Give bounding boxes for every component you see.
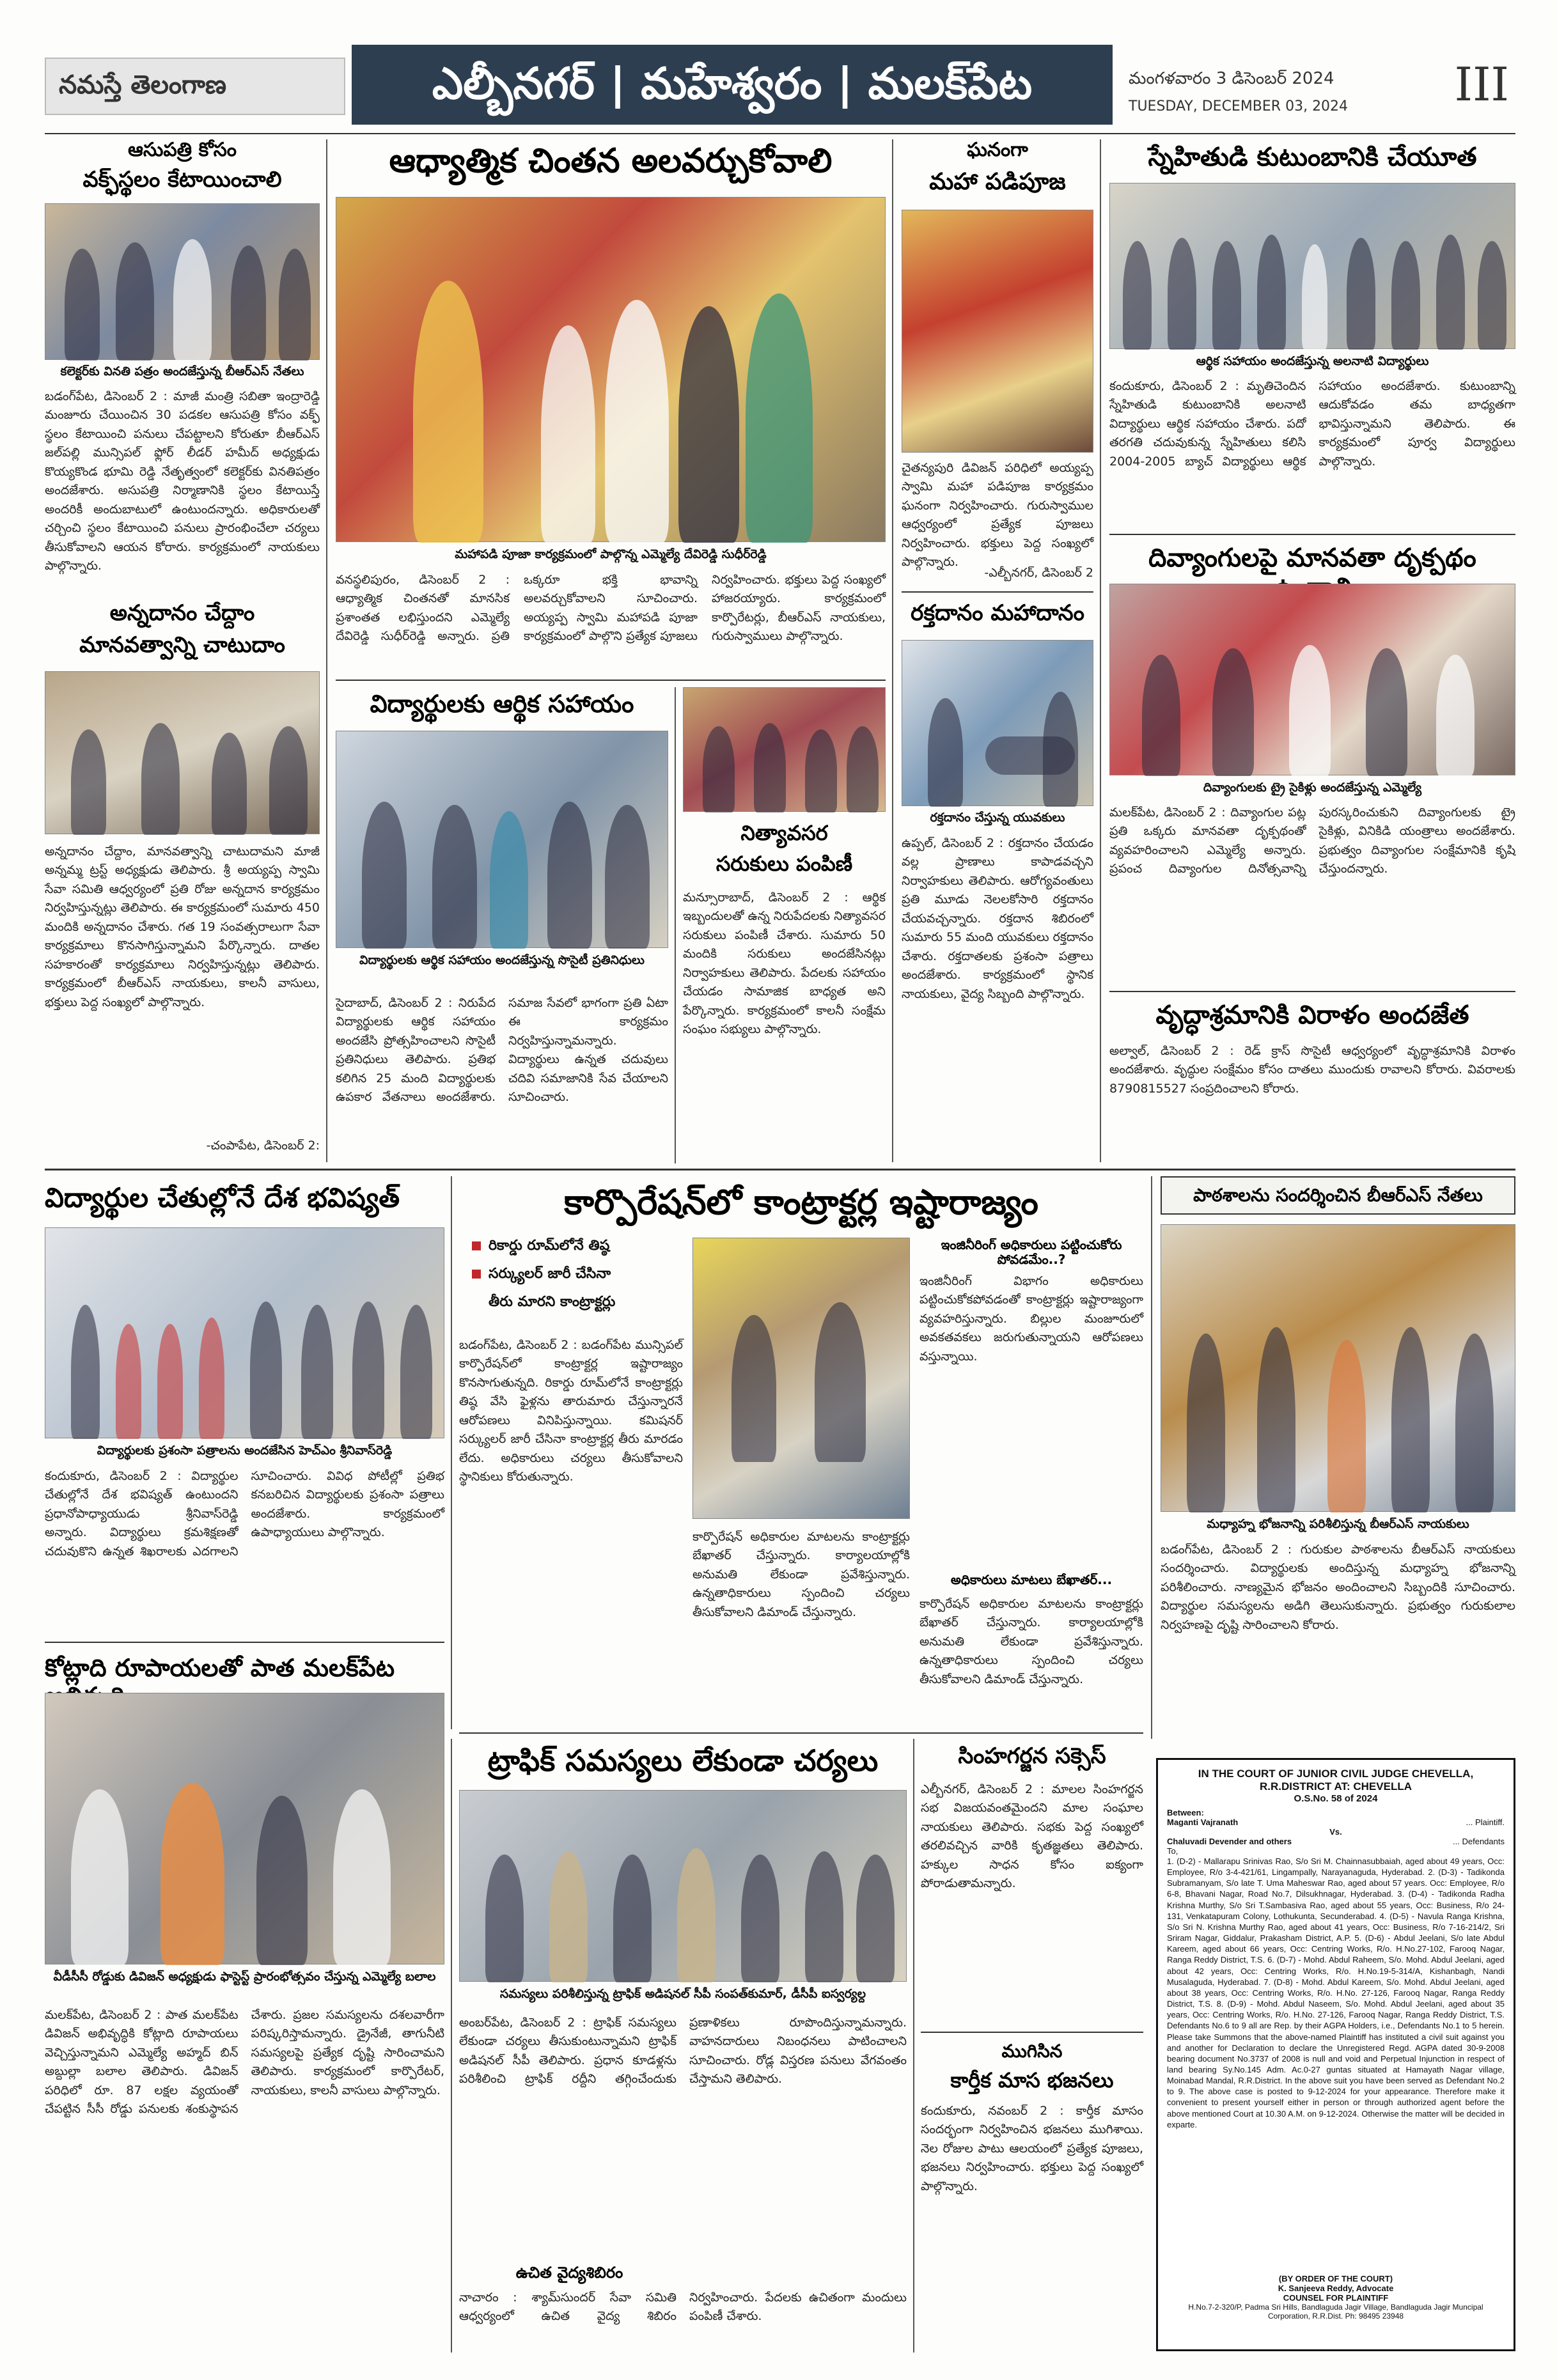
section-rule [45,1642,444,1643]
photo-midday-meal [1161,1224,1515,1512]
subhead-text: తీరు మారని కాంట్రాక్టర్లు [489,1294,616,1310]
column-rule [1100,139,1101,1162]
article-waqf-land [45,139,320,593]
headline: పాఠశాలను సందర్శించిన బీఆర్‌ఎస్ నేతలు [1193,1185,1483,1206]
article-student-aid [336,687,668,1163]
subhead: ఉచిత వైద్యశిబిరం [515,2264,623,2282]
headline: రక్తదానం మహాదానం [911,600,1084,626]
photo-caption: దివ్యాంగులకు ట్రై సైకిళ్లు అందజేస్తున్న ఎమ్మెల్యే [1203,781,1422,795]
article-students-future [45,1176,444,1637]
photo-pooja-altar [902,210,1093,453]
brand-name: నమస్తే తెలంగాణ [59,70,227,100]
headline: వృద్ధాశ్రమానికి విరాళం అందజేత [1155,1000,1469,1030]
article-groceries [683,687,886,1163]
subhead-bullet [472,1266,677,1294]
photo-caption: మహాపడి పూజా కార్యక్రమంలో పాల్గొన్న ఎమ్మెల్యే దేవిరెడ్డి సుధీర్‌రెడ్డి [455,547,767,561]
article-body: ఎల్బీనగర్, డిసెంబర్ 2 : మాలల సింహగర్జన సభ విజయవంతమైందని మాల సంఘాల నాయకులు తెలిపారు. సభకు పెద్ద సంఖ్యలో తరలివచ్చిన వారికి కృతజ్ఞతలు తెలిపారు. హక్కుల సాధన కోసం ఐక్యంగా పోరాడుతామన్నారు. [921,1782,1143,1891]
article-body-continued: కార్పొరేషన్ అధికారుల మాటలను కాంట్రాక్టర్లు బేఖాతర్ చేస్తున్నారు. కార్యాలయాల్లోకి అనుమతి లేకుండా ప్రవేశిస్తున్నారు. ఉన్నతాధికారులు స్పందించి చర్యలు తీసుకోవాలని డిమాండ్ చేస్తున్నారు. [919,1597,1143,1686]
headline: వక్ఫ్‌స్థలం కేటాయించాలి [82,167,282,192]
headline: మానవత్వాన్ని చాటుదాం [79,632,285,658]
photo-traffic-inspection [459,1790,907,1982]
legal-notice [1156,1758,1515,2351]
notice-body: 1. (D-2) - Mallarapu Srinivas Rao, S/o Sri M. Chainnasubbaiah, aged about 49 years, Occ: Employee, R/o 3-4-421/61, Lingampally, Narayanaguda, Hyderabad. 2. (D-3) - Tadikonda Subramanyam, S/o late T. Uma Maheswar Rao, aged about 57 years. Occ: Employee, R/o 6-8, Bhavani Nagar, Road No.7, Dilsukhnagar, Hyderabad. 3. (D-4) - Tadikonda Radha Krishna Murthy, S/o Sri T.Sambasiva Rao, aged about 55 years, Occ: Business, R/o 24-131, Venkatapuram Colony, Lothukunta, Secunderabad. 4. (D-5) - Navula Ranga Krishna, S/o Sri N. Krishna Murthy Rao, aged about 41 years, Occ: Business, R/o 7-16-214/2, Sri Sriram Nagar, Giddalur, Prakasham District, A.P. 5. (D-6) - Abdul Jeelani, S/o late Abdul Kareem, aged about 66 years, Occ: Centring Works, R/o. H.No.27-102, Farooq Nagar, Ranga Reddy District, T.S. 6. (D-7) - Mohd. Abdul Raheem, S/o. Mohd. Abdul Jeelani, aged about 42 years, Occ: Centring Works, R/o. H.No.19-5-314/A, Kishanbagh, Nandi Musalaguda, Hyderabad. 7. (D-8) - Mohd. Abdul Kareem, S/o. Mohd. Abdul Jeelani, aged about 38 years, Occ: Centring Works, R/o. H.No. 27-126, Farooq Nagar, Ranga Reddy District, T.S. 8. (D-9) - Mohd. Abdul Naseem, S/o. Mohd. Abdul Jeelani, aged about 35 years, Occ: Centring Works, R/o. H.No. 27-126, Farooq Nagar, Ranga Reddy District, T.S. Defendants No.6 to 9 all are Rep. by their AGPA Holders, i.e., Defendants No.1 to 5 herein. Please take Summons that the above-named Plaintiff has instituted a civil suit against you and another for Declaration to declare the Unregistered Regd. AGPA dated 30-9-2008 bearing document No.3737 of 2008 is null and void and Perpetual Injunction in respect of land bearing Sy.No.145 Adm. Ac.0-27 guntas situated at Hamayath Nagar village, Moinabad Mandal, R.R.District. In the above suit you have been served as Defendant No.2 to 9. The above case is posted to 9-12-2024 for your appearance. Therefore make it convenient to present yourself either in person or through authorized agent before the above mentioned Court at 10.30 A.M. on 9-12-2024. Otherwise the matter will be decided in exparte. [1167,1856,1505,2129]
photo-caption: వీడీసీసీ రోడ్డుకు డివిజన్ అధ్యక్షుడు ఫాస్టెస్ట్ ప్రారంభోత్సవం చేస్తున్న ఎమ్మెల్యే బలాల [53,1970,436,1984]
article-body-continued: కార్పొరేషన్ అధికారుల మాటలను కాంట్రాక్టర్లు బేఖాతర్ చేస్తున్నారు. కార్యాలయాల్లోకి అనుమతి లేకుండా ప్రవేశిస్తున్నారు. ఉన్నతాధికారులు స్పందించి చర్యలు తీసుకోవాలని డిమాండ్ చేస్తున్నారు. [692,1530,910,1619]
article-body: వనస్థలిపురం, డిసెంబర్ 2 : ఆధ్యాత్మిక చింతనతో మానసిక ప్రశాంతత లభిస్తుందని ఎమ్మెల్యే దేవిరెడ్డి సుధీర్‌రెడ్డి అన్నారు. ప్రతి ఒక్కరూ భక్తి భావాన్ని అలవర్చుకోవాలని సూచించారు. అయ్యప్ప స్వామి మహాపడి పూజా కార్యక్రమంలో పాల్గొని ప్రత్యేక పూజలు నిర్వహించారు. భక్తులు పెద్ద సంఖ్యలో హాజరయ్యారు. కార్యక్రమంలో కార్పొరేటర్లు, బీఆర్‌ఎస్ నాయకులు, గురుస్వాములు పాల్గొన్నారు. [336,573,886,644]
suit-number: O.S.No. 58 of 2024 [1294,1793,1378,1804]
advocate-address: H.No.7-2-320/P, Padma Sri Hills, Bandlaguda Jagir Village, Bandlaguda Jagir Muncipal Corporation, R.R.Dist. Ph: 98495 23948 [1188,2303,1483,2321]
headline: సింహగర్జన సక్సెస్ [958,1743,1106,1769]
article-karthika-bhajan [921,2038,1143,2351]
subhead: ఇంజినీరింగ్ అధికారులు పట్టించుకోరు పోవడమేం..? [941,1237,1122,1267]
court-district: R.R.DISTRICT AT: CHEVELLA [1260,1780,1412,1793]
column-rule [326,139,327,1162]
photo-caption: కలెక్టర్‌కు వినతి పత్రం అందజేస్తున్న బీఆర్‌ఎస్ నేతలు [60,364,304,378]
headline: కార్తీక మాస భజనలు [950,2068,1114,2092]
plaintiff-row [1167,1817,1505,1827]
headline-kicker: ఘనంగా [967,139,1028,161]
headline: కోట్లాది రూపాయలతో పాత మలక్‌పేట [45,1654,395,1682]
column-rule [1151,1176,1152,1739]
headline-kicker: అన్నదానం చేద్దాం [109,600,255,626]
to-label: To, [1167,1846,1178,1856]
bullet-icon [472,1270,481,1279]
section-rule [336,680,886,681]
article-body: చైతన్యపురి డివిజన్ పరిధిలో అయ్యప్ప స్వామి మహా పడిపూజ కార్యక్రమం ఘనంగా నిర్వహించారు. గురుస్వాముల ఆధ్వర్యంలో ప్రత్యేక పూజలు నిర్వహించారు. భక్తులు పెద్ద సంఖ్యలో పాల్గొన్నారు. [902,461,1093,570]
subhead-text: రికార్డు రూమ్‌లోనే తిష్ఠ [489,1238,610,1254]
headline: దివ్యాంగులపై మానవతా దృక్పథం [1148,543,1476,573]
bullet-icon [472,1241,481,1250]
article-body: అన్నదానం చేద్దాం, మానవత్వాన్ని చాటుదామని మాజీ అన్నమ్మ ట్రస్ట్ అధ్యక్షుడు తెలిపారు. శ్రీ అయ్యప్ప స్వామి సేవా సమితి ఆధ్వర్యంలో ప్రతి రోజు అన్నదాన కార్యక్రమం నిర్వహిస్తున్నట్లు తెలిపారు. ఈ కార్యక్రమంలో సుమారు 450 మందికి అన్నదానం చేశారు. గత 19 సంవత్సరాలుగా సేవా కార్యక్రమాలు కొనసాగిస్తున్నామని పేర్కొన్నారు. దాతల సహకారంతో కార్యక్రమాలు నిర్వహిస్తున్నట్లు తెలిపారు. కార్యక్రమంలో బీఆర్‌ఎస్ నాయకులు, కాలనీ వాసులు, భక్తులు పెద్ద సంఖ్యలో పాల్గొన్నారు. [45,844,320,1009]
article-annadanam [45,601,320,1163]
headline: విద్యార్థులకు ఆర్థిక సహాయం [370,690,634,718]
photo-memorandum [45,203,320,360]
headline: మహా పడిపూజ [929,169,1066,195]
court-title: IN THE COURT OF JUNIOR CIVIL JUDGE CHEVELLA, [1198,1768,1474,1780]
article-maha-padipooja [902,139,1093,587]
article-simhagarjana [921,1739,1143,2026]
column-rule [892,139,893,1162]
headline: విద్యార్థుల చేతుల్లోనే దేశ భవిష్యత్ [45,1182,400,1213]
section-rule [1109,991,1515,992]
article-spirituality [336,139,886,676]
subhead-line [472,1294,677,1322]
edition-title-bar [352,45,1113,125]
article-old-age-home [1109,997,1515,1163]
photo-tricycle-distribution [1109,584,1515,775]
headline: సరుకులు పంపిణీ [716,852,853,876]
article-body: అంబర్‌పేట, డిసెంబర్ 2 : ట్రాఫిక్ సమస్యలు లేకుండా చర్యలు తీసుకుంటున్నామని ట్రాఫిక్ అడిషనల్ సీపీ తెలిపారు. ప్రధాన కూడళ్లను పరిశీలించి ట్రాఫిక్ రద్దీని తగ్గించేందుకు ప్రణాళికలు రూపొందిస్తున్నామన్నారు. వాహనదారులు నిబంధనలు పాటించాలని సూచించారు. రోడ్ల విస్తరణ పనులు వేగవంతం చేస్తామని తెలిపారు. [459,2016,907,2087]
column-rule [451,1176,452,1729]
plaintiff-role: ... Plaintiff. [1466,1817,1505,1827]
photo-caption: విద్యార్థులకు ఆర్థిక సహాయం అందజేస్తున్న సొసైటీ ప్రతినిధులు [359,953,645,967]
photo-alumni-group [1109,183,1515,349]
photo-padi-pooja [336,197,886,542]
edition-title: ఎల్బీనగర్ | మహేశ్వరం | మలక్‌పేట [432,59,1033,109]
court-order-line: (BY ORDER OF THE COURT) [1278,2274,1393,2283]
defendant-row [1167,1837,1505,1846]
photo-road-inauguration [45,1693,444,1964]
between-label: Between: [1167,1808,1204,1817]
photo-caption: ఆర్థిక సహాయం అందజేస్తున్న అలనాటి విద్యార్థులు [1196,354,1429,368]
article-body-continued: నాచారం : శ్యామ్‌సుందర్ సేవా సమితి ఆధ్వర్యంలో ఉచిత వైద్య శిబిరం నిర్వహించారు. పేదలకు ఉచితంగా మందులు పంపిణీ చేశారు. [459,2291,907,2324]
headline: ట్రాఫిక్ సమస్యలు లేకుండా చర్యలు [487,1743,879,1778]
headline: ఆధ్యాత్మిక చింతన అలవర్చుకోవాలి [389,142,833,180]
headline: కార్పొరేషన్‌లో కాంట్రాక్టర్ల ఇష్టారాజ్యం [564,1182,1038,1222]
article-friend-family-aid [1109,139,1515,529]
defendant-role: ... Defendants [1453,1837,1505,1846]
article-body: ఉప్పల్, డిసెంబర్ 2 : రక్తదానం చేయడం వల్ల ప్రాణాలు కాపాడవచ్చని నిర్వాహకులు తెలిపారు. ఆరోగ్యవంతులు ప్రతి మూడు నెలలకోసారి రక్తదానం చేయవచ్చన్నారు. రక్తదాన శిబిరంలో సుమారు 55 మంది యువకులు రక్తదానం చేశారు. రక్తదాతలకు ప్రశంసా పత్రాలు అందజేశారు. కార్యక్రమంలో స్థానిక నాయకులు, వైద్య సిబ్బంది పాల్గొన్నారు. [902,836,1093,1001]
versus: Vs. [1329,1827,1342,1837]
subhead-text: సర్క్యులర్ జారీ చేసినా [489,1266,611,1282]
section-rule [459,1732,1143,1734]
photo-food-distribution [45,671,320,834]
section-rule [1109,534,1515,535]
article-body: మలక్‌పేట, డిసెంబర్ 2 : పాత మలక్‌పేట డివిజన్ అభివృద్ధికి కోట్లాది రూపాయలు వెచ్చిస్తున్నామని ఎమ్మెల్యే అహ్మద్ బిన్ అబ్దుల్లా బలాల తెలిపారు. డివిజన్ పరిధిలో రూ. 87 లక్షల వ్యయంతో చేపట్టిన సీసీ రోడ్డు పనులకు శంకుస్థాపన చేశారు. ప్రజల సమస్యలను దశలవారీగా పరిష్కరిస్తామన్నారు. డ్రైనేజీ, తాగునీటి సమస్యలపై ప్రత్యేక దృష్టి సారించామని తెలిపారు. కార్యక్రమంలో కార్పొరేటర్, నాయకులు, కాలనీ వాసులు పాల్గొన్నారు. [45,2008,444,2117]
headline-box [1161,1176,1515,1215]
headline-kicker: ముగిసిన [1001,2041,1063,2062]
headline-kicker: ఆసుపత్రి కోసం [127,139,237,161]
article-body: కందుకూరు, డిసెంబర్ 2 : విద్యార్థుల చేతుల్లోనే దేశ భవిష్యత్ ఉంటుందని ప్రధానోపాధ్యాయుడు శ్రీనివాస్‌రెడ్డి అన్నారు. విద్యార్థులు క్రమశిక్షణతో చదువుకొని ఉన్నత శిఖరాలకు ఎదగాలని సూచించారు. వివిధ పోటీల్లో ప్రతిభ కనబరిచిన విద్యార్థులకు ప్రశంసా పత్రాలు అందజేశారు. కార్యక్రమంలో ఉపాధ్యాయులు పాల్గొన్నారు. [45,1469,444,1559]
photo-cheque-handover [336,731,668,948]
section-rule [45,1169,1515,1171]
masthead-rule [45,133,1515,134]
issue-date-english: TUESDAY, DECEMBER 03, 2024 [1129,98,1349,114]
masthead [45,45,1515,121]
plaintiff-name: Maganti Vajranath [1167,1817,1239,1827]
column-rule [913,1739,914,2353]
defendant-name: Chaluvadi Devender and others [1167,1837,1292,1846]
column-rule [675,687,676,1163]
article-brs-school-visit [1161,1176,1515,1752]
photo-students-certificates [45,1227,444,1438]
article-body: బడంగ్‌పేట, డిసెంబర్ 2 : మాజీ మంత్రి సబితా ఇంద్రారెడ్డి మంజూరు చేయించిన 30 పడకల ఆసుపత్రి కోసం వక్ఫ్ స్థలం కేటాయించి పనులు చేపట్టాలని కోరుతూ బీఆర్‌ఎస్ జల్‌పల్లి మున్సిపల్ ఫ్లోర్ లీడర్ హమీద్ అధ్యక్షుడు కొయ్యకొండ భూమి రెడ్డి నేతృత్వంలో కలెక్టర్‌కు వినతిపత్రం అందజేశారు. అసుపత్రి నిర్మాణానికి స్థలం కేటాయిస్తే అందరికీ అందుబాటులో ఉంటుందన్నారు. అధికారులతో చర్చించి స్థలం కేటాయించి పనులు ప్రారంభించేలా చర్యలు తీసుకోవాలని ఆయన కోరారు. కార్యక్రమంలో నాయకులు పాల్గొన్నారు. [45,389,320,573]
article-body: కందుకూరు, నవంబర్ 2 : కార్తీక మాసం సందర్భంగా నిర్వహించిన భజనలు ముగిశాయి. నెల రోజుల పాటు ఆలయంలో ప్రత్యేక పూజలు, భజనలు నిర్వహించారు. భక్తులు పెద్ద సంఖ్యలో పాల్గొన్నారు. [921,2104,1143,2193]
column-rule [451,1739,452,2353]
issue-date-telugu: మంగళవారం 3 డిసెంబర్ 2024 [1129,69,1334,88]
photo-caption: సమస్యలు పరిశీలిస్తున్న ట్రాఫిక్ అడిషనల్ సీపీ సంపత్‌కుమార్, డీసీపీ ఐస్వర్యల్ద [499,1987,866,2001]
article-traffic [459,1739,907,2353]
photo-record-room [692,1238,910,1519]
article-body: కందుకూరు, డిసెంబర్ 2 : మృతిచెందిన స్నేహితుడి కుటుంబానికి అలనాటి విద్యార్థులు ఆర్థిక సహాయం చేశారు. పదో తరగతి చదువుకున్న స్నేహితులు కలిసి 2004-2005 బ్యాచ్ విద్యార్థులు ఆర్థిక సహాయం అందజేశారు. కుటుంబాన్ని ఆదుకోవడం తమ బాధ్యతగా భావిస్తున్నామని తెలిపారు. ఈ కార్యక్రమంలో పూర్వ విద్యార్థులు పాల్గొన్నారు. [1109,379,1515,469]
counsel-label: COUNSEL FOR PLAINTIFF [1283,2293,1389,2303]
headline: స్నేహితుడి కుటుంబానికి చేయూత [1148,143,1477,172]
brand-logo [45,58,345,115]
section-rule [921,2032,1143,2033]
subhead-bullet [472,1238,677,1266]
article-contractors-corporation [459,1176,1143,1726]
article-body: మలక్‌పేట, డిసెంబర్ 2 : దివ్యాంగుల పట్ల ప్రతి ఒక్కరు మానవతా దృక్పథంతో వ్యవహరించాలని ఎమ్మెల్యే అన్నారు. ప్రపంచ దివ్యాంగుల దినోత్సవాన్ని పురస్కరించుకుని దివ్యాంగులకు ట్రై సైకిళ్లు, వినికిడి యంత్రాలు అందజేశారు. ప్రభుత్వం దివ్యాంగుల సంక్షేమానికి కృషి చేస్తుందన్నారు. [1109,805,1515,876]
photo-caption: రక్తదానం చేస్తున్న యువకులు [930,811,1065,825]
article-body: బడంగ్‌పేట, డిసెంబర్ 2 : బడంగ్‌పేట మున్సిపల్ కార్పొరేషన్‌లో కాంట్రాక్టర్ల ఇష్టారాజ్యం కొనసాగుతున్నది. రికార్డు రూమ్‌లోనే కాంట్రాక్టర్లు తిష్ఠ వేసి ఫైళ్లను తారుమారు చేస్తున్నారనే ఆరోపణలు వినిపిస్తున్నాయి. కమిషనర్ సర్క్యులర్ జారీ చేసినా కాంట్రాక్టర్ల తీరు మారడం లేదు. అధికారులు చర్యలు తీసుకోవాలని స్థానికులు కోరుతున్నారు. [459,1338,683,1484]
advocate-name: K. Sanjeeva Reddy, Advocate [1278,2283,1394,2293]
article-body-continued: ఇంజినీరింగ్ విభాగం అధికారులు పట్టించుకోకపోవడంతో కాంట్రాక్టర్లు ఇష్టారాజ్యంగా వ్యవహరిస్తున్నారు. బిల్లుల మంజూరులో అవకతవకలు జరుగుతున్నాయని ఆరోపణలు వస్తున్నాయి. [919,1274,1143,1364]
article-body: సైదాబాద్, డిసెంబర్ 2 : నిరుపేద విద్యార్థులకు ఆర్థిక సహాయం అందజేసి ప్రోత్సహించాలని సొసైటీ ప్రతినిధులు తెలిపారు. ప్రతిభ కలిగిన 25 మంది విద్యార్థులకు ఉపకార వేతనాలు అందజేశారు. సమాజ సేవలో భాగంగా ప్రతి ఏటా ఈ కార్యక్రమం నిర్వహిస్తున్నామన్నారు. విద్యార్థులు ఉన్నత చదువులు చదివి సమాజానికి సేవ చేయాలని సూచించారు. [336,996,668,1105]
photo-caption: విద్యార్థులకు ప్రశంసా పత్రాలను అందజేసిన హెచ్‌ఎం శ్రీనివాస్‌రెడ్డి [97,1443,393,1458]
article-body: మన్సూరాబాద్, డిసెంబర్ 2 : ఆర్థిక ఇబ్బందులతో ఉన్న నిరుపేదలకు నిత్యావసర సరుకులు పంపిణీ చేశారు. సుమారు 50 మందికి సరుకులు అందజేసినట్లు నిర్వాహకులు తెలిపారు. పేదలకు సహాయం చేయడం సామాజిక బాధ్యత అని పేర్కొన్నారు. కార్యక్రమంలో కాలనీ సంక్షేమ సంఘం సభ్యులు పాల్గొన్నారు. [683,891,886,1037]
article-malakpet-development [45,1648,444,2351]
section-rule [902,591,1093,593]
photo-blood-donation [902,640,1093,806]
article-blood-donation [902,598,1093,1163]
page-number: III [1454,58,1509,111]
photo-caption: మధ్యాహ్న భోజనాన్ని పరిశీలిస్తున్న బీఆర్‌ఎస్ నాయకులు [1207,1517,1469,1531]
headline-kicker: నిత్యావసర [740,821,828,845]
subheads-box [472,1238,677,1327]
photo-grocery-distribution [683,687,886,812]
article-credit: -ఎల్బీనగర్, డిసెంబర్ 2 [984,566,1093,580]
article-disabled-welfare [1109,540,1515,988]
article-body: అల్వాల్, డిసెంబర్ 2 : రెడ్ క్రాస్ సొసైటీ ఆధ్వర్యంలో వృద్ధాశ్రమానికి విరాళం అందజేశారు. వృద్ధుల సంక్షేమం కోసం దాతలు ముందుకు రావాలని కోరారు. వివరాలకు 8790815527 సంప్రదించాలని కోరారు. [1109,1044,1515,1096]
article-body: బడంగ్‌పేట, డిసెంబర్ 2 : గురుకుల పాఠశాలను బీఆర్‌ఎస్ నాయకులు సందర్శించారు. విద్యార్థులకు అందిస్తున్న మధ్యాహ్న భోజనాన్ని పరిశీలించారు. నాణ్యమైన భోజనం అందించాలని సిబ్బందికి సూచించారు. విద్యార్థుల సమస్యలను అడిగి తెలుసుకున్నారు. ప్రభుత్వం గురుకులాల నిర్వహణపై దృష్టి సారించాలని కోరారు. [1161,1543,1515,1632]
subhead: అధికారులు మాటలు బేఖాతర్... [950,1572,1113,1587]
article-credit: -చంపాపేట, డిసెంబర్ 2: [206,1139,320,1153]
